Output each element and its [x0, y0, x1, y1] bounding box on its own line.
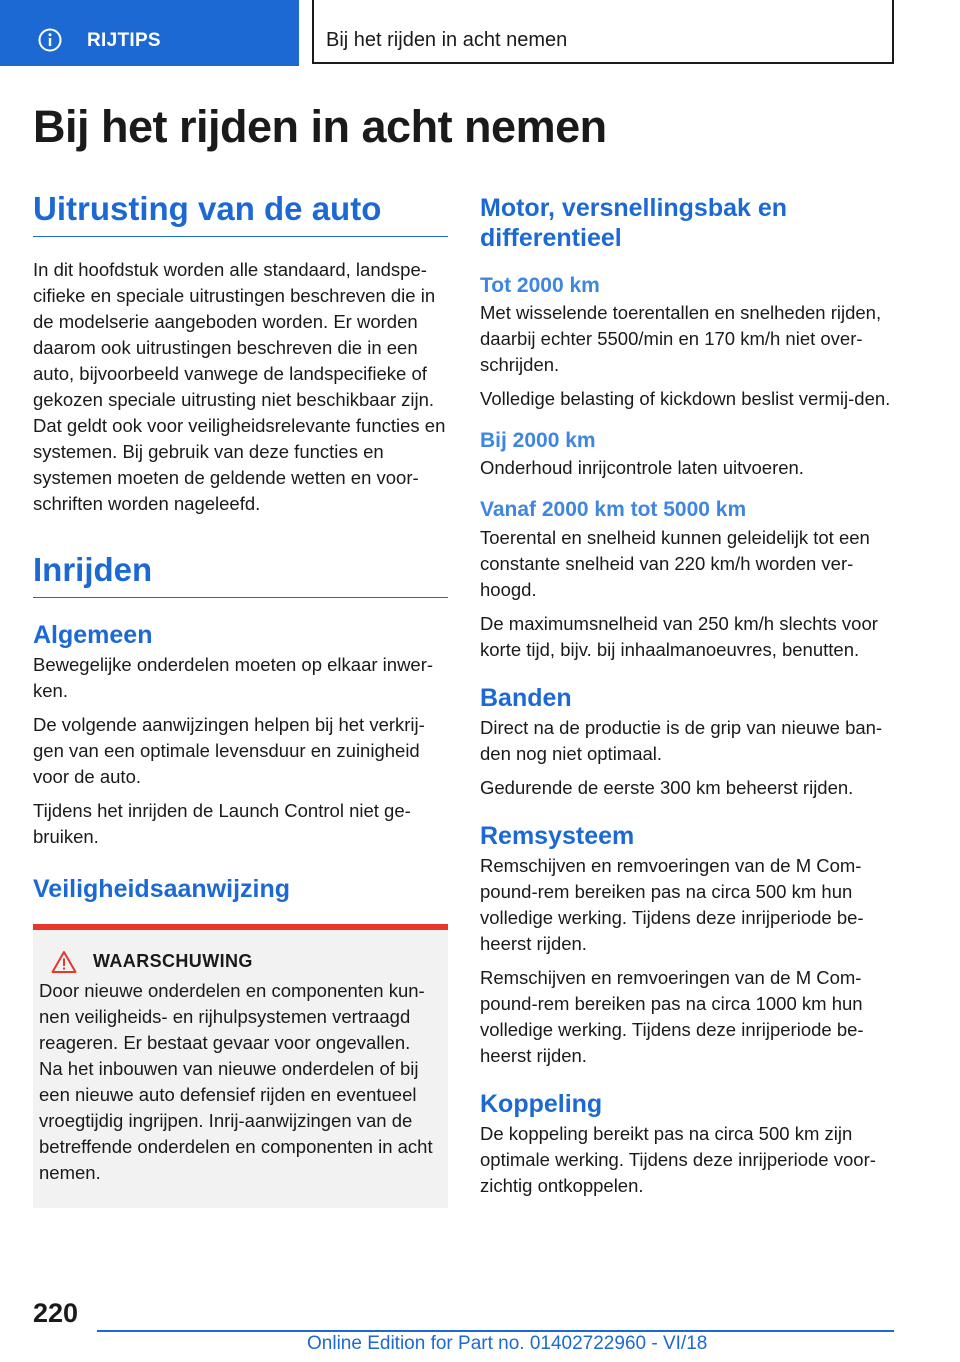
subheading-bij-2000: Bij 2000 km [480, 429, 596, 453]
info-circle-icon [38, 28, 62, 52]
subheading-remsysteem: Remsysteem [480, 821, 635, 850]
page-number: 220 [33, 1298, 79, 1328]
chapter-title-box [312, 0, 894, 64]
paragraph-koppeling: De koppeling bereikt pas na circa 500 km zijn optimale werking. Tijdens deze inrijperiode voor-zichtig ontkoppelen. [480, 1122, 876, 1196]
section-heading-inrijden: Inrijden [33, 551, 448, 598]
section-tab[interactable] [0, 0, 299, 66]
subheading-banden: Banden [480, 683, 572, 712]
subheading-koppeling: Koppeling [480, 1089, 603, 1118]
section-heading-uitrusting: Uitrusting van de auto [33, 190, 448, 237]
warning-label: WAARSCHUWING [93, 951, 253, 972]
paragraph-uitrusting: In dit hoofdstuk worden alle standaard, landspe-cifieke en speciale uitrustingen beschreven die in de modelserie aangeboden worden. Er worden daarom ook uitrustingen beschreven die in een auto, bijvoorbeeld vanwege de landspecifieke of gekozen speciale uitrusting niet beschikbaar zijn. Dat geldt ook voor veiligheidsrelevante functies en systemen. Bij gebruik van deze functies en systemen moeten de geldende wetten en voor-schriften worden nageleefd. [33, 258, 446, 514]
right-column [480, 193, 895, 1199]
paragraph-bij-2000: Onderhoud inrijcontrole laten uitvoeren. [480, 457, 804, 479]
footer-divider [97, 1330, 894, 1332]
subheading-vanaf-2000: Vanaf 2000 km tot 5000 km [480, 498, 747, 522]
warning-header [51, 950, 442, 974]
paragraph-algemeen-2: De volgende aanwijzingen helpen bij het verkrij-gen van een optimale levensduur en zuinigheid voor de auto. [33, 713, 425, 787]
left-column [33, 190, 448, 1208]
paragraph-remsysteem-1: Remschijven en remvoeringen van de M Com-pound-rem bereiken pas na circa 500 km hun volledige werking. Tijdens deze inrijperiode be-heerst rijden. [480, 854, 864, 954]
section-label: RIJTIPS [87, 30, 161, 51]
paragraph-banden-2: Gedurende de eerste 300 km beheerst rijden. [480, 776, 854, 798]
subheading-algemeen: Algemeen [33, 620, 153, 649]
paragraph-tot-2000-2: Volledige belasting of kickdown beslist vermij-den. [480, 388, 891, 410]
subheading-veiligheid: Veiligheidsaanwijzing [33, 874, 291, 903]
section-heading-motor: Motor, versnellingsbak en differentieel [480, 194, 788, 252]
paragraph-vanaf-2000-2: De maximumsnelheid van 250 km/h slechts voor korte tijd, bijv. bij inhaalmanoeuvres, benutten. [480, 612, 878, 660]
paragraph-algemeen-1: Bewegelijke onderdelen moeten op elkaar inwer-ken. [33, 653, 434, 701]
warning-text-2: Na het inbouwen van nieuwe onderdelen of bij een nieuwe auto defensief rijden en eventueel vroegtijdig ingrijpen. Inrij-aanwijzingen van de betreffende onderdelen en componenten in acht nemen. [39, 1057, 433, 1183]
paragraph-remsysteem-2: Remschijven en remvoeringen van de M Com-pound-rem bereiken pas na circa 1000 km hun volledige werking. Tijdens deze inrijperiode be-heerst rijden. [480, 966, 864, 1066]
paragraph-banden-1: Direct na de productie is de grip van nieuwe ban-den nog niet optimaal. [480, 716, 883, 764]
warning-text-1: Door nieuwe onderdelen en componenten kun-nen veiligheids- en rijhulpsystemen vertraagd reageren. Er bestaat gevaar voor ongevallen. [39, 979, 425, 1053]
warning-triangle-icon [51, 950, 77, 974]
paragraph-algemeen-3: Tijdens het inrijden de Launch Control niet ge-bruiken. [33, 799, 411, 847]
warning-box [33, 924, 448, 1208]
footer-edition: Online Edition for Part no. 01402722960 - VI/18 [307, 1333, 708, 1354]
page-title: Bij het rijden in acht nemen [33, 101, 607, 152]
paragraph-tot-2000-1: Met wisselende toerentallen en snelheden rijden, daarbij echter 5500/min en 170 km/h niet over-schrijden. [480, 302, 882, 376]
chapter-title: Bij het rijden in acht nemen [326, 29, 568, 51]
subheading-tot-2000: Tot 2000 km [480, 274, 600, 297]
paragraph-vanaf-2000-1: Toerental en snelheid kunnen geleidelijk tot een constante snelheid van 220 km/h worden ver-hoogd. [480, 526, 870, 600]
page-header [0, 0, 960, 66]
